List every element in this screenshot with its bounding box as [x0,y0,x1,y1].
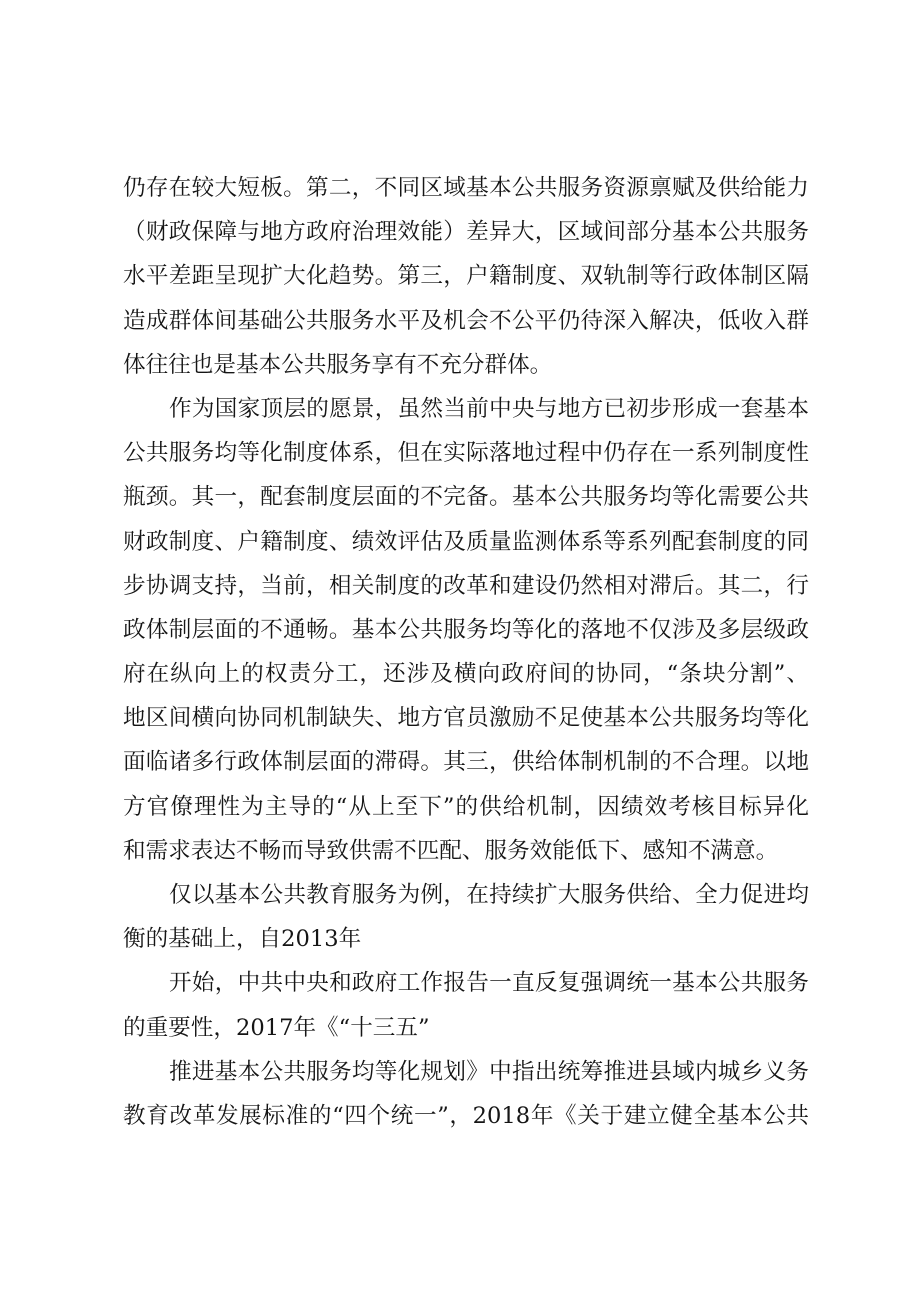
text-line: 推进基本公共服务均等化规划》中指出统筹推进县域内城乡义务 [169,1058,809,1085]
text-line: 瓶颈。其一，配套制度层面的不完备。基本公共服务均等化需要公共 [123,484,809,511]
text-line: 水平差距呈现扩大化趋势。第三，户籍制度、双轨制等行政体制区隔 [123,263,809,290]
text-line: 造成群体间基础公共服务水平及机会不公平仍待深入解决，低收入群 [123,307,809,334]
text-line: 公共服务均等化制度体系，但在实际落地过程中仍存在一系列制度性 [123,440,809,467]
text-line: 府在纵向上的权责分工，还涉及横向政府间的协同，“条块分割”、 [123,661,809,688]
text-line: 仍存在较大短板。第二，不同区域基本公共服务资源禀赋及供给能力 [123,175,809,201]
text-line: 开始，中共中央和政府工作报告一直反复强调统一基本公共服务 [169,970,809,997]
text-line: 面临诸多行政体制层面的滞碍。其三，供给体制机制的不合理。以地 [123,749,809,776]
text-line: 政体制层面的不通畅。基本公共服务均等化的落地不仅涉及多层级政 [123,616,809,643]
text-line: 财政制度、户籍制度、绩效评估及质量监测体系等系列配套制度的同 [123,528,809,555]
text-line: 教育改革发展标准的“四个统一”，2018年《关于建立健全基本公共 [123,1102,809,1129]
text-line: 方官僚理性为主导的“从上至下”的供给机制，因绩效考核目标异化 [123,793,809,820]
text-line: 步协调支持，当前，相关制度的改革和建设仍然相对滞后。其二，行 [123,572,809,599]
text-line: 仅以基本公共教育服务为例，在持续扩大服务供给、全力促进均 [169,882,809,908]
text-line: 地区间横向协同机制缺失、地方官员激励不足使基本公共服务均等化 [123,705,809,732]
text-line: 体往往也是基本公共服务享有不充分群体。 [123,351,553,378]
body-text [123,166,809,1138]
text-line: 衡的基础上，自2013年 [123,926,362,953]
text-line: （财政保障与地方政府治理效能）差异大，区域间部分基本公共服务 [123,219,809,246]
text-line: 的重要性，2017年《“十三五” [123,1014,430,1041]
text-line: 作为国家顶层的愿景，虽然当前中央与地方已初步形成一套基本 [169,395,809,422]
text-line: 和需求表达不畅而导致供需不匹配、服务效能低下、感知不满意。 [123,837,779,864]
